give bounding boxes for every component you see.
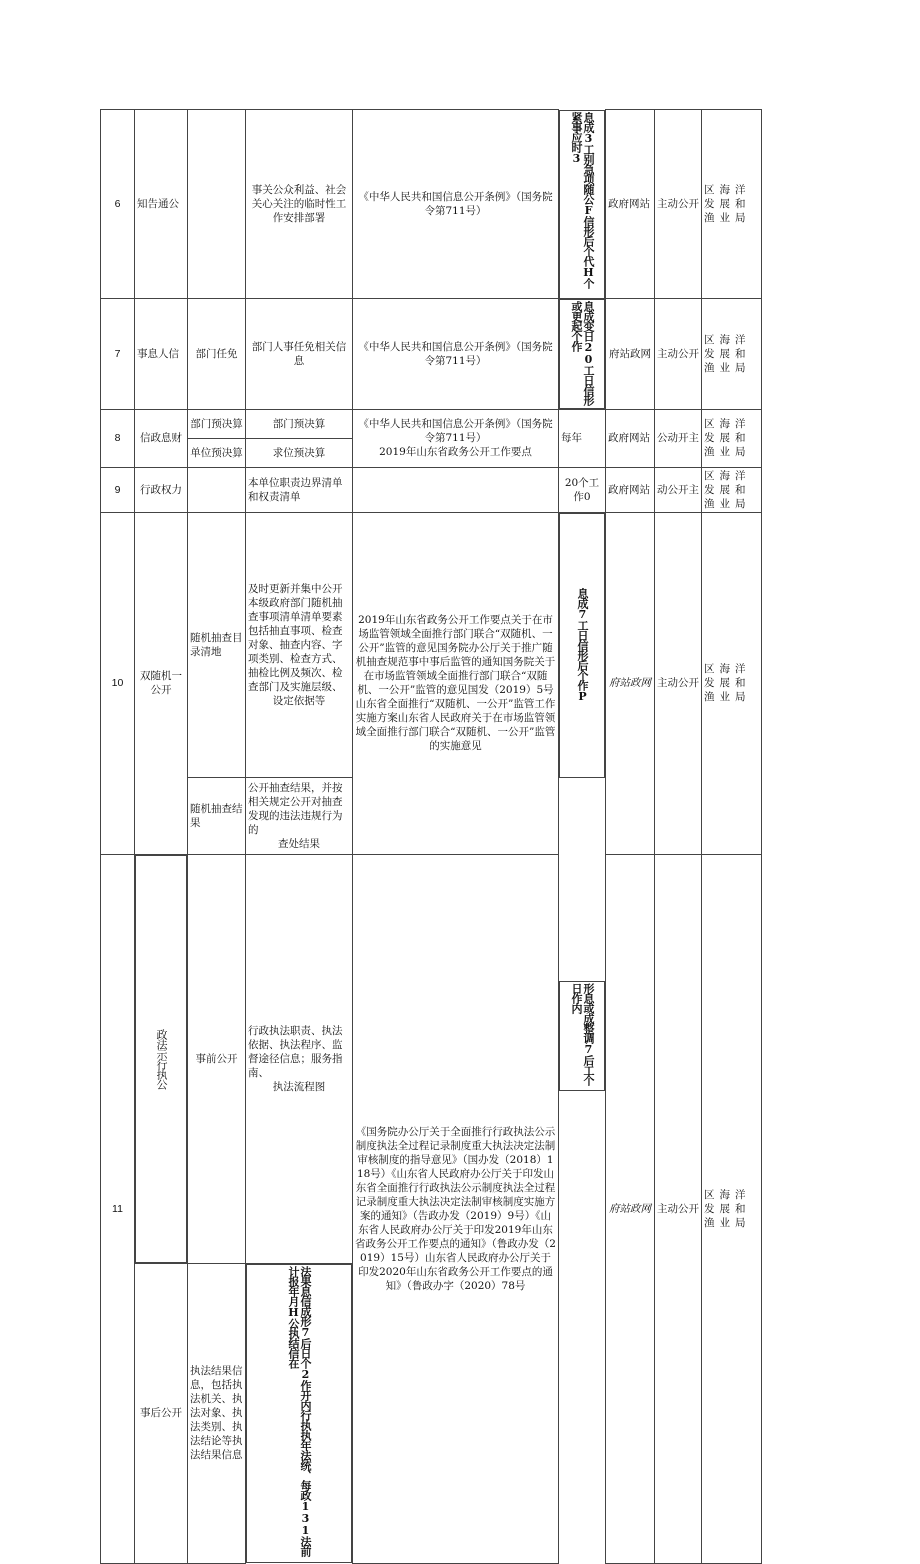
row-number: 7: [101, 299, 135, 410]
row-number: 6: [101, 110, 135, 299]
content-cell: [246, 778, 353, 855]
mode-cell: 主动公开: [655, 299, 702, 410]
row-number: 9: [101, 467, 135, 512]
timeline-cell: [559, 299, 605, 409]
basis-cell: 《中华人民共和国信息公开条例》（国务院令第711号）: [353, 299, 559, 410]
content-cell: 部门预决算: [246, 409, 353, 438]
table-row: [101, 855, 762, 1264]
unit-cell: 区海洋发展和渔业局: [702, 299, 762, 410]
content-cell: 部门人事任免相关信息: [246, 299, 353, 410]
timeline-cell: 20个工作0: [559, 467, 606, 512]
category-cell: 事息人信: [135, 299, 188, 410]
unit-cell: 区海洋发展和渔业局: [702, 409, 762, 467]
unit-cell: 区海洋发展和渔业局: [702, 467, 762, 512]
content-cell: 执法结果信息，包括执法机关、执法对象、执法类别、执法结论等执法结果信息: [188, 1264, 246, 1564]
content-text: 及时更新并集中公开本级政府部门随机抽查事项清单清单要素包括抽直事项、检查对象、抽查内容、字项类别、检查方式、抽检比例及频次、检查部门及实施层级、: [248, 582, 343, 693]
content-tail: 执法流程图: [272, 1081, 326, 1093]
basis-line: 《中华人民共和国信息公开条例》（国务院令第711号）: [358, 418, 553, 444]
subcategory-cell: 事后公开: [135, 1264, 188, 1564]
content-cell: 本单位职责边界清单和权责清单: [246, 467, 353, 512]
channel-cell: 府站政网: [606, 855, 655, 1564]
row-number: 10: [101, 512, 135, 855]
subcategory-cell: 随机抽查结果: [188, 778, 246, 855]
subcategory-cell: 单位预决算: [188, 438, 246, 467]
mode-cell: 主动公开: [655, 855, 702, 1564]
category-text: 政法示行执公: [155, 1029, 168, 1089]
content-tail: 设定依据等: [272, 694, 326, 707]
basis-cell: 《中华人民共和国信息公开条例》（国务院令第711号）: [353, 110, 559, 299]
timeline-text: 息成7工日信形后个作P: [576, 588, 589, 702]
timeline-cell: [246, 1264, 352, 1563]
channel-cell: 府站政网: [606, 299, 655, 410]
mode-cell: 公动开主: [655, 409, 702, 467]
subcategory-cell: 部门任免: [188, 299, 246, 410]
table-row: [101, 409, 762, 438]
unit-cell: 区海洋发展和渔业局: [702, 512, 762, 855]
row-number: 11: [101, 855, 135, 1564]
category-cell: 行政权力: [135, 467, 188, 512]
timeline-text: 形息或成整调7后工个日作内: [570, 983, 595, 1085]
timeline-text: 法果息信成形7后日个2作开内行执执年法统、每政131法前计报年月H公执结信在: [287, 1266, 312, 1556]
unit-cell: 区海洋发展和渔业局: [702, 110, 762, 299]
basis-cell: [353, 409, 559, 467]
content-cell: 事关公众利益、社会关心关注的临时性工作安排部署: [246, 110, 353, 299]
timeline-text: 息成变日20工日信形或更起个作: [570, 300, 595, 405]
subcategory-cell: 随机抽查目录清地: [188, 512, 246, 778]
category-cell: [135, 855, 187, 1263]
disclosure-table: [100, 109, 762, 1564]
timeline-cell: [559, 981, 605, 1091]
timeline-cell: [559, 110, 605, 299]
mode-cell: 动公开主: [655, 467, 702, 512]
timeline-cell: [559, 513, 605, 778]
content-text: 行政执法职责、执法依据、执法程序、监督途径信息；服务指南、: [248, 1025, 343, 1079]
channel-cell: 府站政网: [606, 512, 655, 855]
content-tail: 查处结果: [278, 838, 320, 850]
channel-cell: 政府网站: [606, 409, 655, 467]
subcategory-cell: [188, 110, 246, 299]
table-row: [101, 110, 762, 299]
basis-cell: 《国务院办公厅关于全面推行行政执法公示制度执法全过程记录制度重大执法决定法制审核制度的指导意见》（国办发（2018）118号）《山东省人民政府办公厅关于印发山东省全面推行行政执法公示制度执法全过程记录制度重大执法决定法制审核制度实施方案的通知》（告政办发（2019）9号）《山东省人民政府办公厅关于印发2019年山东省政务公开工作要点的通知》（鲁政办发（2019）15号）山东省人民政府办公厅关于印发2020年山东省政务公开工作要点的通知》（鲁政办字（2020）78号: [353, 855, 559, 1564]
table-row: [101, 467, 762, 512]
content-cell: [246, 512, 353, 778]
table-row: [101, 512, 762, 778]
subcategory-cell: 事前公开: [188, 855, 246, 1264]
mode-cell: 主动公开: [655, 110, 702, 299]
basis-cell: 2019年山东省政务公开工作要点关于在市场监管领域全面推行部门联合“双随机、一公开”监管的意见国务院办公厅关于推广随机抽查规范事中事后监管的通知国务院关于在市场监管领域全面推行部门联合“双随机、一公开”监管的意见国发（2019）5号山东省全面推行“双随机、一公开”监管工作实施方案山东省人民政府关于在市场监管领域全面推行部门联合“双随机、一公开”监管的实施意见: [353, 512, 559, 855]
timeline-cell: 每年: [559, 409, 606, 467]
timeline-text: 息成3工别急项随公F信形后个代H个紧事应时3: [570, 111, 595, 288]
content-cell: 求位预决算: [246, 438, 353, 467]
category-cell: 信政息财: [135, 409, 188, 467]
mode-cell: 主动公开: [655, 512, 702, 855]
channel-cell: 政府网站: [606, 467, 655, 512]
content-text: 公开抽查结果，并按相关规定公开对抽查发现的违法违规行为的: [248, 782, 343, 836]
category-cell: 知告通公: [135, 110, 188, 299]
basis-line: 2019年山东省政务公开工作要点: [379, 446, 532, 458]
basis-cell: [353, 467, 559, 512]
category-cell: 双随机一公开: [135, 512, 188, 855]
subcategory-cell: [188, 467, 246, 512]
content-cell: [246, 855, 353, 1264]
row-number: 8: [101, 409, 135, 467]
channel-cell: 政府网站: [606, 110, 655, 299]
unit-cell: 区海洋发展和渔业局: [702, 855, 762, 1564]
table-row: [101, 299, 762, 410]
subcategory-cell: 部门预决算: [188, 409, 246, 438]
